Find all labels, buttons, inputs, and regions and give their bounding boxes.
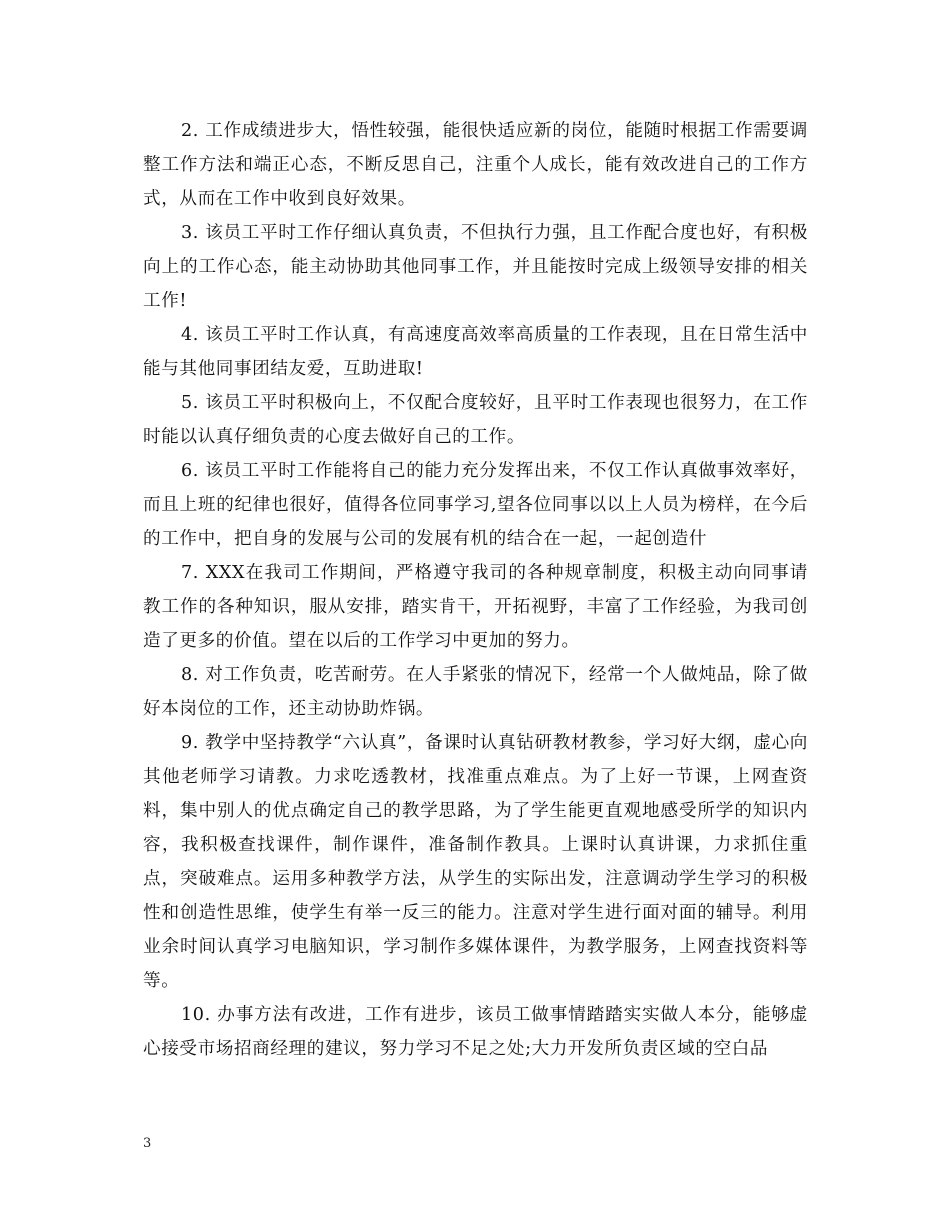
page-number: 3 — [143, 1136, 152, 1151]
paragraph-6: 6. 该员工平时工作能将自己的能力充分发挥出来，不仅工作认真做事效率好，而且上班的纪律也很好，值得各位同事学习,望各位同事以以上人员为榜样，在今后的工作中，把自身的发展与公司的发展有机的结合在一起，一起创造什 — [143, 461, 808, 549]
document-body — [143, 114, 808, 1066]
paragraph-7: 7. XXX在我司工作期间，严格遵守我司的各种规章制度，积极主动向同事请教工作的各种知识，服从安排，踏实肯干，开拓视野，丰富了工作经验，为我司创造了更多的价值。望在以后的工作学习中更加的努力。 — [143, 563, 808, 651]
paragraph-8: 8. 对工作负责，吃苦耐劳。在人手紧张的情况下，经常一个人做炖品，除了做好本岗位的工作，还主动协助炸锅。 — [143, 665, 808, 719]
paragraph-3: 3. 该员工平时工作仔细认真负责，不但执行力强，且工作配合度也好，有积极向上的工作心态，能主动协助其他同事工作，并且能按时完成上级领导安排的相关工作! — [143, 223, 808, 311]
paragraph-4: 4. 该员工平时工作认真，有高速度高效率高质量的工作表现，且在日常生活中能与其他同事团结友爱，互助进取! — [143, 325, 808, 379]
paragraph-9: 9. 教学中坚持教学“六认真”，备课时认真钻研教材教参，学习好大纲，虚心向其他老师学习请教。力求吃透教材，找准重点难点。为了上好一节课，上网查资料，集中别人的优点确定自己的教学思路，为了学生能更直观地感受所学的知识内容，我积极查找课件，制作课件，准备制作教具。上课时认真讲课，力求抓住重点，突破难点。运用多种教学方法，从学生的实际出发，注意调动学生学习的积极性和创造性思维，使学生有举一反三的能力。注意对学生进行面对面的辅导。利用业余时间认真学习电脑知识，学习制作多媒体课件，为教学服务，上网查找资料等等。 — [143, 733, 808, 991]
paragraph-5: 5. 该员工平时积极向上，不仅配合度较好，且平时工作表现也很努力，在工作时能以认真仔细负责的心度去做好自己的工作。 — [143, 393, 808, 447]
paragraph-10: 10. 办事方法有改进，工作有进步，该员工做事情踏踏实实做人本分，能够虚心接受市场招商经理的建议，努力学习不足之处;大力开发所负责区域的空白品 — [143, 1005, 808, 1059]
paragraph-2: 2. 工作成绩进步大，悟性较强，能很快适应新的岗位，能随时根据工作需要调整工作方法和端正心态，不断反思自己，注重个人成长，能有效改进自己的工作方式，从而在工作中收到良好效果。 — [143, 121, 808, 209]
